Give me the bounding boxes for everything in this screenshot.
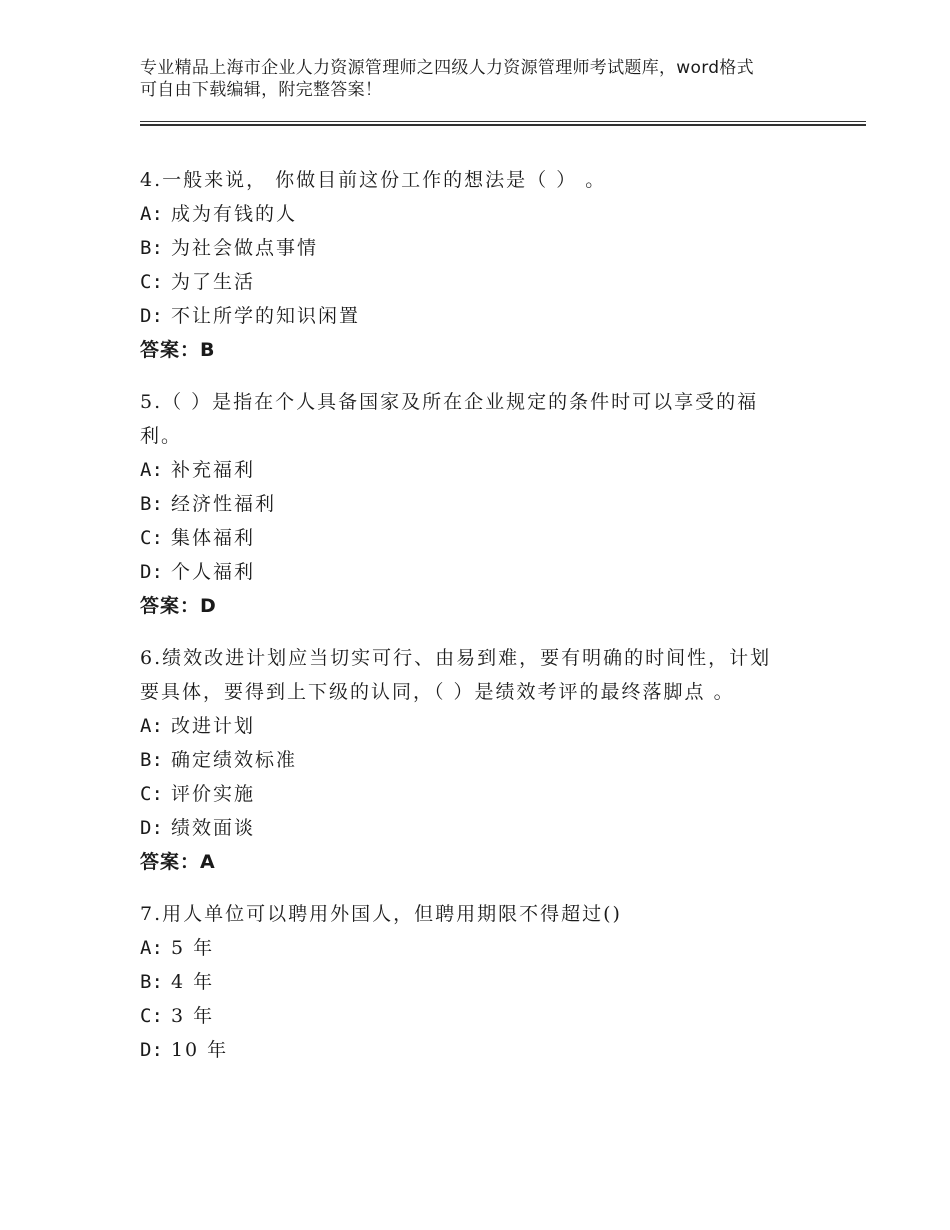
- option-letter: B:: [140, 237, 163, 259]
- question-list: [140, 163, 820, 1085]
- option-d: [140, 1033, 820, 1067]
- question-text-line-2: 利。: [140, 425, 183, 447]
- option-c: [140, 999, 820, 1033]
- option-letter: C:: [140, 527, 163, 549]
- option-text: 集体福利: [170, 527, 255, 549]
- question-text: 7.用人单位可以聘用外国人，但聘用期限不得超过(): [140, 903, 622, 925]
- document-header: [140, 57, 820, 101]
- option-text: 绩效面谈: [170, 817, 255, 839]
- option-letter: A:: [140, 459, 163, 481]
- option-c: [140, 265, 820, 299]
- option-b: [140, 965, 820, 999]
- option-letter: C:: [140, 1005, 163, 1027]
- option-d: [140, 555, 820, 589]
- option-letter: A:: [140, 715, 163, 737]
- question-text: 4.一般来说， 你做目前这份工作的想法是（ ） 。: [140, 169, 607, 191]
- option-letter: C:: [140, 783, 163, 805]
- answer-label: 答案：D: [140, 595, 217, 617]
- option-letter: C:: [140, 271, 163, 293]
- option-letter: D:: [140, 1039, 163, 1061]
- question-6: [140, 641, 820, 879]
- option-letter: D:: [140, 305, 163, 327]
- option-b: [140, 231, 820, 265]
- question-5: [140, 385, 820, 623]
- option-a: [140, 197, 820, 231]
- option-text: 5 年: [170, 937, 215, 959]
- option-letter: B:: [140, 971, 163, 993]
- option-letter: A:: [140, 937, 163, 959]
- header-line-2: 可自由下载编辑，附完整答案！: [140, 80, 383, 100]
- option-text: 10 年: [170, 1039, 229, 1061]
- question-text-line-2: 要具体，要得到上下级的认同，（ ）是绩效考评的最终落脚点 。: [140, 681, 735, 703]
- option-text: 为了生活: [170, 271, 255, 293]
- option-b: [140, 487, 820, 521]
- question-4: [140, 163, 820, 367]
- option-text: 不让所学的知识闲置: [170, 305, 360, 327]
- header-line-1: 专业精品上海市企业人力资源管理师之四级人力资源管理师考试题库，word格式: [140, 58, 754, 78]
- header-divider-thick: [140, 124, 866, 126]
- option-text: 改进计划: [170, 715, 255, 737]
- option-text: 4 年: [170, 971, 215, 993]
- option-text: 成为有钱的人: [170, 203, 297, 225]
- option-c: [140, 777, 820, 811]
- header-divider-thin: [140, 121, 866, 122]
- option-text: 补充福利: [170, 459, 255, 481]
- option-d: [140, 299, 820, 333]
- question-text-line-1: 5.（ ）是指在个人具备国家及所在企业规定的条件时可以享受的福: [140, 391, 759, 413]
- option-text: 经济性福利: [170, 493, 276, 515]
- option-letter: A:: [140, 203, 163, 225]
- answer-label: 答案：B: [140, 339, 216, 361]
- question-text-line-1: 6.绩效改进计划应当切实可行、由易到难，要有明确的时间性，计划: [140, 647, 772, 669]
- option-text: 确定绩效标准: [170, 749, 297, 771]
- option-a: [140, 453, 820, 487]
- option-text: 为社会做点事情: [170, 237, 318, 259]
- option-letter: D:: [140, 817, 163, 839]
- option-a: [140, 931, 820, 965]
- option-letter: D:: [140, 561, 163, 583]
- option-a: [140, 709, 820, 743]
- option-c: [140, 521, 820, 555]
- option-text: 评价实施: [170, 783, 255, 805]
- question-7: [140, 897, 820, 1067]
- answer-label: 答案：A: [140, 851, 216, 873]
- option-letter: B:: [140, 749, 163, 771]
- option-text: 个人福利: [170, 561, 255, 583]
- option-letter: B:: [140, 493, 163, 515]
- option-d: [140, 811, 820, 845]
- option-b: [140, 743, 820, 777]
- option-text: 3 年: [170, 1005, 215, 1027]
